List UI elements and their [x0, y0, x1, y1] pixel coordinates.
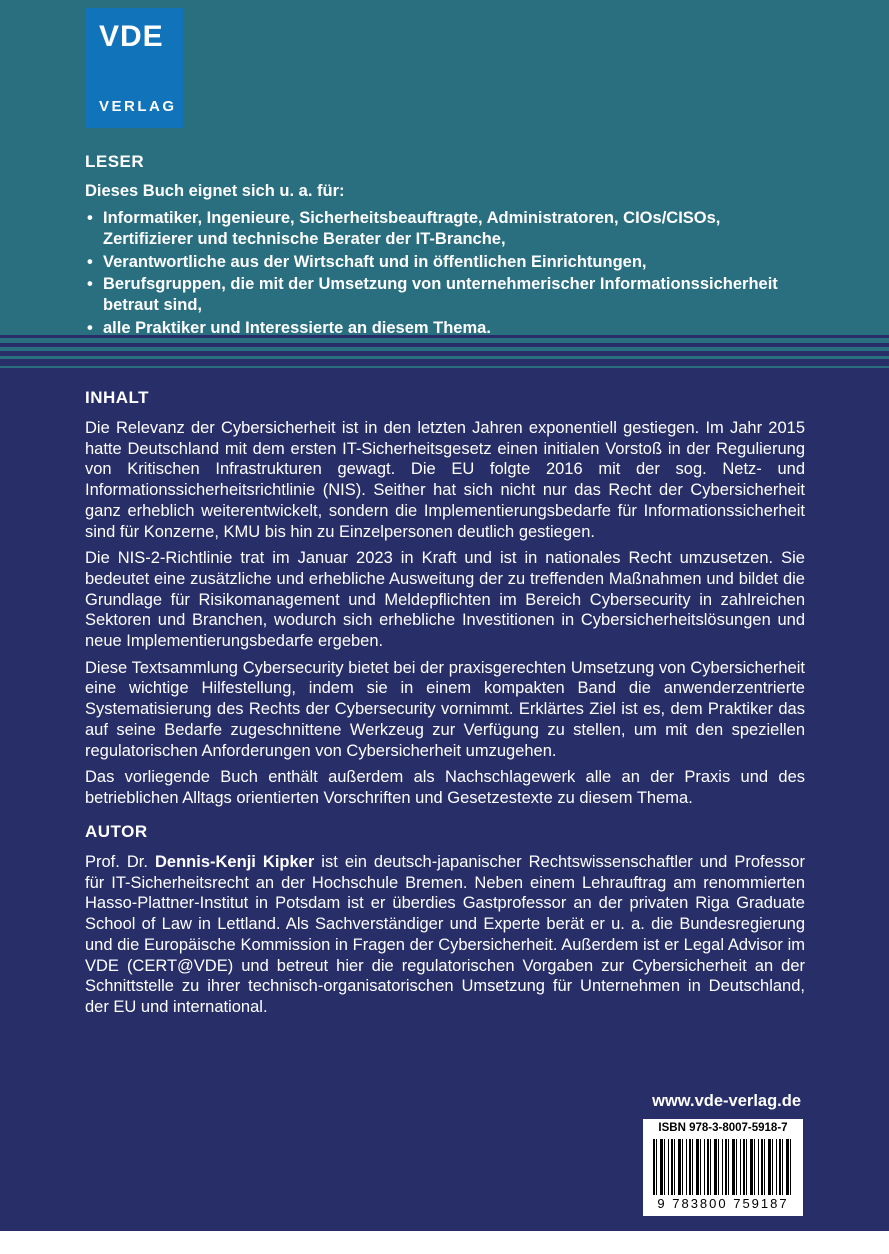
- footer-section: [85, 1092, 803, 1216]
- leser-bullet-item: • Informatiker, Ingenieure, Sicherheitsbeauftragte, Administratoren, CIOs/CISOs, Zertifizierer und technische Berater der IT-Branche,: [103, 208, 805, 250]
- isbn-label: ISBN 978-3-8007-5918-7: [658, 1122, 788, 1134]
- leser-heading: LESER: [85, 152, 145, 171]
- autor-text: ist ein deutsch-japanischer Rechtswissenschaftler und Professor für IT-Sicherheitsrecht an der Hochschule Bremen. Neben einem Lehrauftrag am renommierten Hasso-Plattner-Institut in Potsdam ist er überdies Gastprofessor an der privaten Riga Graduate School of Law in Lettland. Als Sachverständiger und Experte berät er u. a. die Bundesregierung und die Europäische Kommission in Fragen der Cybersicherheit. Außerdem ist er Legal Advisor im VDE (CERT@VDE) und betreut hier die regulatorischen Vorgaben zur Cybersicherheit an der Schnittstelle zu ihrer technisch-organisatorischen Umsetzung für Unternehmen in Deutschland, der EU und international.: [85, 853, 805, 1016]
- bottom-white-strip: [0, 1231, 889, 1254]
- leser-bullet-item: • alle Praktiker und Interessierte an diesem Thema.: [103, 318, 805, 339]
- autor-prefix: Prof. Dr.: [85, 853, 156, 871]
- inhalt-paragraph: Das vorliegende Buch enthält außerdem als Nachschlagewerk alle an der Praxis und des betrieblichen Alltags orientierten Vorschriften und Gesetzestexte zu diesem Thema.: [85, 768, 805, 807]
- inhalt-paragraph: Die Relevanz der Cybersicherheit ist in den letzten Jahren exponentiell gestiegen. Im Jahr 2015 hatte Deutschland mit dem ersten IT-Sicherheitsgesetz einen initialen Vorstoß in der Regulierung von Kritischen Infrastrukturen gewagt. Die EU folgte 2016 mit der sog. Netz- und Informationssicherheitsrichtlinie (NIS). Seither hat sich nicht nur das Recht der Cybersicherheit ganz erheblich weiterentwickelt, sondern die Implementierungsbedarfe für Informationssicherheit sind für Konzerne, KMU bis hin zu Einzelpersonen deutlich gestiegen.: [85, 419, 805, 541]
- inhalt-heading: INHALT: [85, 388, 150, 407]
- publisher-website: www.vde-verlag.de: [652, 1092, 801, 1110]
- vde-verlag-logo: [85, 8, 183, 128]
- leser-intro: Dieses Buch eignet sich u. a. für:: [85, 182, 345, 200]
- isbn-barcode-block: [643, 1119, 803, 1216]
- leser-bullet-list: [85, 208, 805, 339]
- isbn-digits: 9 783800 759187: [657, 1195, 789, 1211]
- inhalt-section: [85, 388, 805, 815]
- autor-paragraph: [85, 852, 805, 1018]
- barcode-bars: [653, 1139, 793, 1195]
- leser-section: [85, 152, 805, 341]
- inhalt-paragraph: Diese Textsammlung Cybersecurity bietet bei der praxisgerechten Umsetzung von Cybersicherheit eine wichtige Hilfestellung, indem sie in einem kompakten Band die anwenderzentrierte Systematisierung des Rechts der Cybersecurity vornimmt. Erklärtes Ziel ist es, dem Praktiker das auf seine Bedarfe zugeschnittene Werkzeug zur Verfügung zu stellen, um mit den speziellen regulatorischen Anforderungen von Cybersicherheit umzugehen.: [85, 658, 805, 760]
- inhalt-paragraph: Die NIS-2-Richtlinie trat im Januar 2023 in Kraft und ist in nationales Recht umzusetzen. Sie bedeutet eine zusätzliche und erhebliche Ausweitung der zu treffenden Maßnahmen und bildet die Grundlage für Risikomanagement und Meldepflichten im Bereich Cybersecurity in zahlreichen Sektoren und Branchen, wodurch sich erhebliche Investitionen in Cybersicherheitslösungen und neue Implementierungsbedarfe ergeben.: [85, 549, 805, 651]
- logo-subtitle: VERLAG: [99, 98, 177, 115]
- autor-section: [85, 822, 805, 1024]
- logo-title: VDE: [99, 20, 164, 53]
- autor-name: Dennis-Kenji Kipker: [155, 853, 315, 871]
- leser-bullet-item: • Verantwortliche aus der Wirtschaft und in öffentlichen Einrichtungen,: [103, 252, 805, 273]
- autor-heading: AUTOR: [85, 822, 148, 841]
- leser-bullet-item: • Berufsgruppen, die mit der Umsetzung von unternehmerischer Informationssicherheit betraut sind,: [103, 274, 805, 316]
